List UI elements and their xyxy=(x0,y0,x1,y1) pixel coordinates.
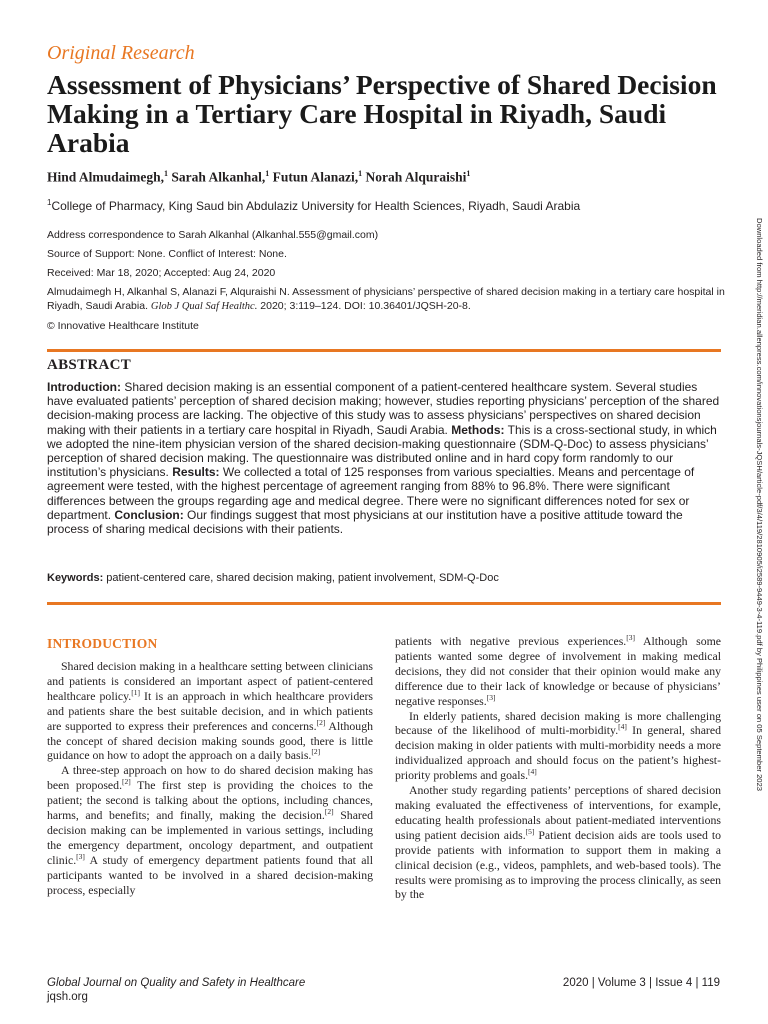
citation-reference[interactable]: [2] xyxy=(311,747,321,757)
body-paragraph xyxy=(395,634,721,709)
body-paragraph xyxy=(395,709,721,784)
abstract-body xyxy=(47,380,723,536)
download-stamp-text: Downloaded from http://meridian.allenpress.com/innovationsjournals-JQSH/article-pdf/3/4/119/2810905/i2589-9449-3-4-119.pdf by Philippines user on 05 September 2023 xyxy=(755,218,764,791)
author-name: Norah Alquraishi xyxy=(365,169,467,185)
abstract-results-label: Results: xyxy=(172,465,220,480)
citation-reference[interactable]: [2] xyxy=(316,717,326,727)
citation-line xyxy=(47,285,727,314)
abstract-methods-text: This is a cross-sectional study, in which we adopted the nine-item physician version of the shared decision-making questionnaire (SDM-Q-Doc) to assess physicians’ perception of shared decision making. The questionnaire was distributed online and in hard copy form randomly to our institution’s physicians. xyxy=(47,422,717,480)
abstract-bottom-divider xyxy=(47,602,721,605)
citation-journal: Glob J Qual Saf Healthc. xyxy=(150,301,258,312)
body-text: In elderly patients, shared decision making is more challenging because of the likelihood of multi-morbidity. xyxy=(395,708,721,738)
author-name: Hind Almudaimegh, xyxy=(47,169,165,185)
author-affiliation xyxy=(47,198,580,213)
body-column-left xyxy=(47,659,373,898)
body-text: It is an approach in which healthcare providers and patients share the best suitable decision, and in which patients are supported to express their preferences and concerns. xyxy=(47,688,373,733)
citation-details: 2020; 3:119–124. DOI: 10.36401/JQSH-20-8. xyxy=(260,300,471,312)
body-text: Patient decision aids are tools used to provide patients with information to support them in making a clinical decision (e.g., videos, pamphlets, and web-based tools). The results were promising as to improving the process clinically, as seen by the xyxy=(395,827,722,902)
correspondence-line: Address correspondence to Sarah Alkanhal (Alkanhal.555@gmail.com) xyxy=(47,229,379,241)
body-paragraph xyxy=(395,783,721,902)
affiliation-marker: 1 xyxy=(47,198,52,207)
author-name: Futun Alanazi, xyxy=(272,169,359,185)
keywords-line xyxy=(47,572,499,584)
body-paragraph xyxy=(47,659,373,763)
affiliation-text: College of Pharmacy, King Saud bin Abdulaziz University for Health Sciences, Riyadh, Saudi Arabia xyxy=(51,199,581,213)
body-text: A study of emergency department patients found that all participants wanted to be involved in a shared decision-making process, especially xyxy=(47,852,373,897)
dates-line: Received: Mar 18, 2020; Accepted: Aug 24, 2020 xyxy=(47,267,276,279)
keywords-text: patient-centered care, shared decision making, patient involvement, SDM-Q-Doc xyxy=(103,572,499,584)
affiliation-marker: 1 xyxy=(466,169,471,178)
affiliation-marker: 1 xyxy=(358,169,363,178)
introduction-heading: INTRODUCTION xyxy=(47,636,158,651)
body-text: The first step is providing the choices to the patient; the second is talking about the options, including chances, harms, and benefits; and finally, making the decision. xyxy=(47,778,374,823)
author-list xyxy=(47,169,470,186)
citation-reference[interactable]: [2] xyxy=(324,807,334,817)
abstract-intro-label: Introduction: xyxy=(47,380,121,394)
citation-reference[interactable]: [5] xyxy=(525,826,535,836)
body-text: Although some patients wanted some degree of involvement in making medical decisions, they did not consider that their opinion would make any difference due to their lack of knowledge or because of physicians’ negative responses. xyxy=(395,634,722,708)
body-paragraph xyxy=(47,763,373,897)
body-text: Although the concept of shared decision making sounds good, there is little guidance on how to adopt the approach on a daily basis. xyxy=(47,718,373,763)
citation-reference[interactable]: [3] xyxy=(486,692,496,702)
affiliation-marker: 1 xyxy=(164,169,169,178)
body-text: Shared decision making can be implemented in various settings, including the emergency department, oncology department, and outpatient clinic. xyxy=(47,808,373,867)
body-text: patients with negative previous experiences. xyxy=(395,634,627,648)
body-text: Another study regarding patients’ perceptions of shared decision making evaluated the effectiveness of interventions, for example, educating health professionals about patient-mediated interventions using patient decision aids. xyxy=(395,783,721,842)
article-title: Assessment of Physicians’ Perspective of Shared Decision Making in a Tertiary Care Hospital in Riyadh, Saudi Arabia xyxy=(47,69,717,158)
copyright-line: © Innovative Healthcare Institute xyxy=(47,320,199,332)
citation-reference[interactable]: [2] xyxy=(122,777,131,787)
footer-journal-name: Global Journal on Quality and Safety in Healthcare xyxy=(47,977,306,989)
footer-issue-info: 2020 | Volume 3 | Issue 4 | 119 xyxy=(562,977,720,989)
body-text: A three-step approach on how to do shared decision making has been proposed. xyxy=(47,763,373,793)
article-type-label: Original Research xyxy=(47,42,195,64)
abstract-heading: ABSTRACT xyxy=(47,357,132,373)
support-line: Source of Support: None. Conflict of Interest: None. xyxy=(47,248,287,260)
abstract-methods-label: Methods: xyxy=(451,422,505,437)
author-name: Sarah Alkanhal, xyxy=(171,169,266,185)
body-column-right xyxy=(395,634,721,902)
citation-reference[interactable]: [3] xyxy=(626,633,635,643)
abstract-results-text: We collected a total of 125 responses from various specialties. Means and percentage of agreement were tested, with the highest percentage of agreement ranging from 88% to 96.8%. There were significant differences between the groups regarding age and medical degree. There were no significant differences noted for sex or department. xyxy=(47,465,695,522)
footer-journal-url[interactable]: jqsh.org xyxy=(47,991,88,1003)
abstract-conclusion-text: Our findings suggest that most physicians at our institution have a positive attitude toward the process of sharing medical decisions with their patients. xyxy=(47,507,683,537)
body-text: Shared decision making in a healthcare setting between clinicians and patients is considered an important aspect of patient-centered healthcare policy. xyxy=(47,659,373,703)
citation-reference[interactable]: [3] xyxy=(76,851,85,861)
citation-text: Almudaimegh H, Alkanhal S, Alanazi F, Alquraishi N. Assessment of physicians’ perspective of shared decision making in a tertiary care hospital in Riyadh, Saudi Arabia. xyxy=(47,286,725,312)
abstract-intro-text: Shared decision making is an essential component of a patient-centered healthcare system. Several studies have evaluated patients’ perception of shared decision making; however, studies reporting physicians’ perception of the shared decision-making process are lacking. The objective of this study was to assess physicians’ perspectives on shared decision making with their patients in a tertiary care hospital in Riyadh, Saudi Arabia. xyxy=(47,380,720,437)
affiliation-marker: 1 xyxy=(265,169,270,178)
abstract-conclusion-label: Conclusion: xyxy=(114,507,184,522)
abstract-top-divider xyxy=(47,349,721,352)
download-stamp xyxy=(752,218,766,958)
citation-reference[interactable]: [1] xyxy=(131,687,140,697)
citation-reference[interactable]: [4] xyxy=(528,767,537,777)
citation-reference[interactable]: [4] xyxy=(618,722,627,732)
body-text: In general, shared decision making in older patients with multi-morbidity needs a more individualized approach and should focus on the patient’s highest-priority problems and goals. xyxy=(395,723,721,783)
keywords-label: Keywords: xyxy=(47,572,104,584)
